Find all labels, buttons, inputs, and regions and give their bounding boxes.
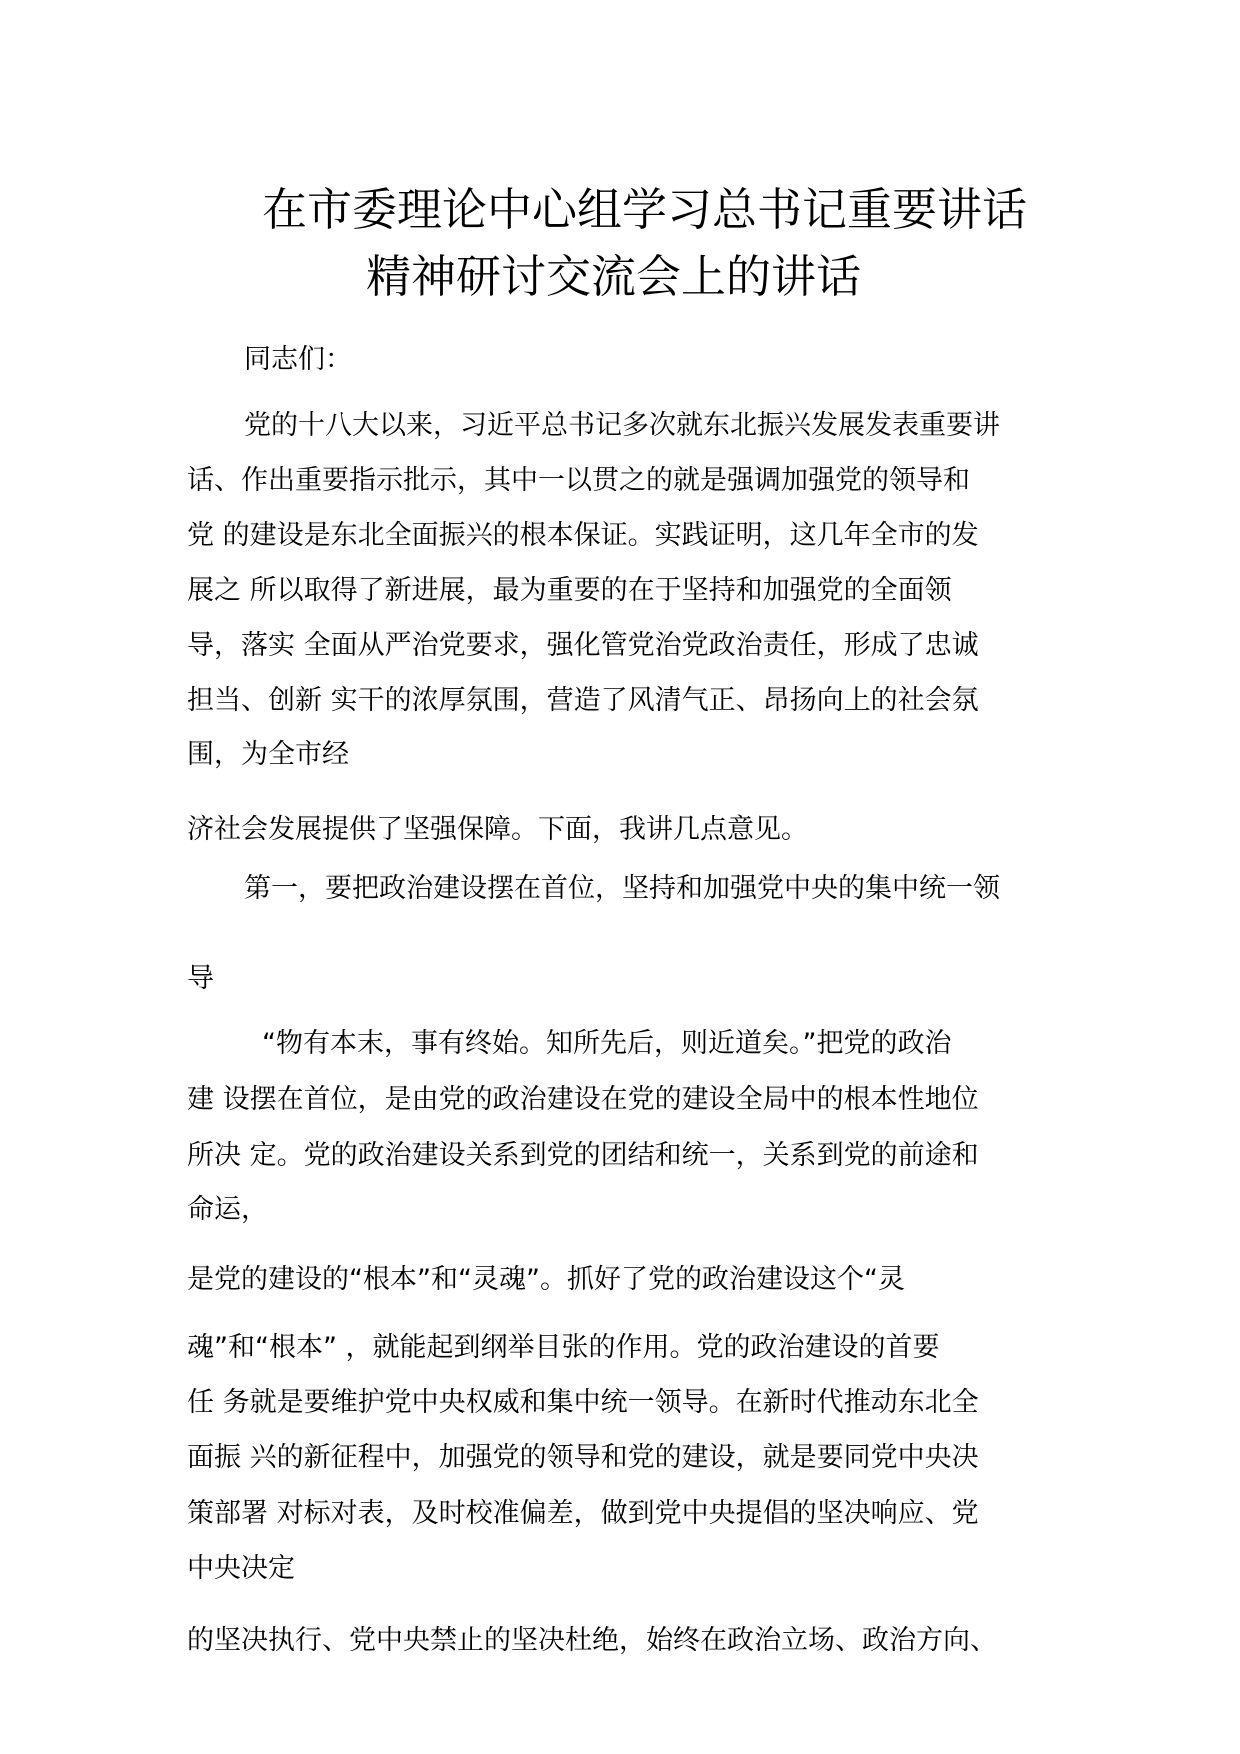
body-line: 围，为全市经 <box>187 739 349 770</box>
body-line: 魂”和“根本” ，就能起到纲举目张的作用。党的政治建设的首要 <box>187 1332 940 1363</box>
body-line: 所决 定。党的政治建设关系到党的团结和统一，关系到党的前途和 <box>187 1140 979 1171</box>
body-line: 的坚决执行、党中央禁止的坚决杜绝，始终在政治立场、政治方向、 <box>187 1625 997 1656</box>
document-title-line-1: 在市委理论中心组学习总书记重要讲话 <box>262 183 1028 236</box>
body-line: 任 务就是要维护党中央权威和集中统一领导。在新时代推动东北全 <box>187 1387 979 1418</box>
salutation: 同志们： <box>244 344 352 375</box>
section-heading-continued: 导 <box>187 963 214 994</box>
body-line: 策部署 对标对表，及时校准偏差，做到党中央提倡的坚决响应、党 <box>187 1498 979 1529</box>
body-line: 担当、创新 实干的浓厚氛围，营造了风清气正、昂扬向上的社会氛 <box>187 685 979 716</box>
body-line: 命运， <box>187 1194 268 1225</box>
body-line: 展之 所以取得了新进展，最为重要的在于坚持和加强党的全面领 <box>187 575 952 606</box>
body-line: 是党的建设的“根本”和“灵魂”。抓好了党的政治建设这个“灵 <box>187 1264 905 1295</box>
body-line: “物有本末，事有终始。知所先后，则近道矣。”把党的政治 <box>262 1028 952 1059</box>
body-line: 中央决定 <box>187 1553 295 1584</box>
section-heading: 第一，要把政治建设摆在首位，坚持和加强党中央的集中统一领 <box>244 873 1000 904</box>
body-line: 面振 兴的新征程中，加强党的领导和党的建设，就是要同党中央决 <box>187 1442 979 1473</box>
body-line: 党的十八大以来，习近平总书记多次就东北振兴发展发表重要讲 <box>244 410 1000 441</box>
body-line: 导，落实 全面从严治党要求，强化管党治党政治责任，形成了忠诚 <box>187 630 979 661</box>
body-line: 建 设摆在首位，是由党的政治建设在党的建设全局中的根本性地位 <box>187 1084 979 1115</box>
document-title-line-2: 精神研讨交流会上的讲话 <box>366 250 862 303</box>
body-line: 济社会发展提供了坚强保障。下面，我讲几点意见。 <box>187 814 808 845</box>
body-line: 话、作出重要指示批示，其中一以贯之的就是强调加强党的领导和 <box>187 465 970 496</box>
body-line: 党 的建设是东北全面振兴的根本保证。实践证明，这几年全市的发 <box>187 520 979 551</box>
